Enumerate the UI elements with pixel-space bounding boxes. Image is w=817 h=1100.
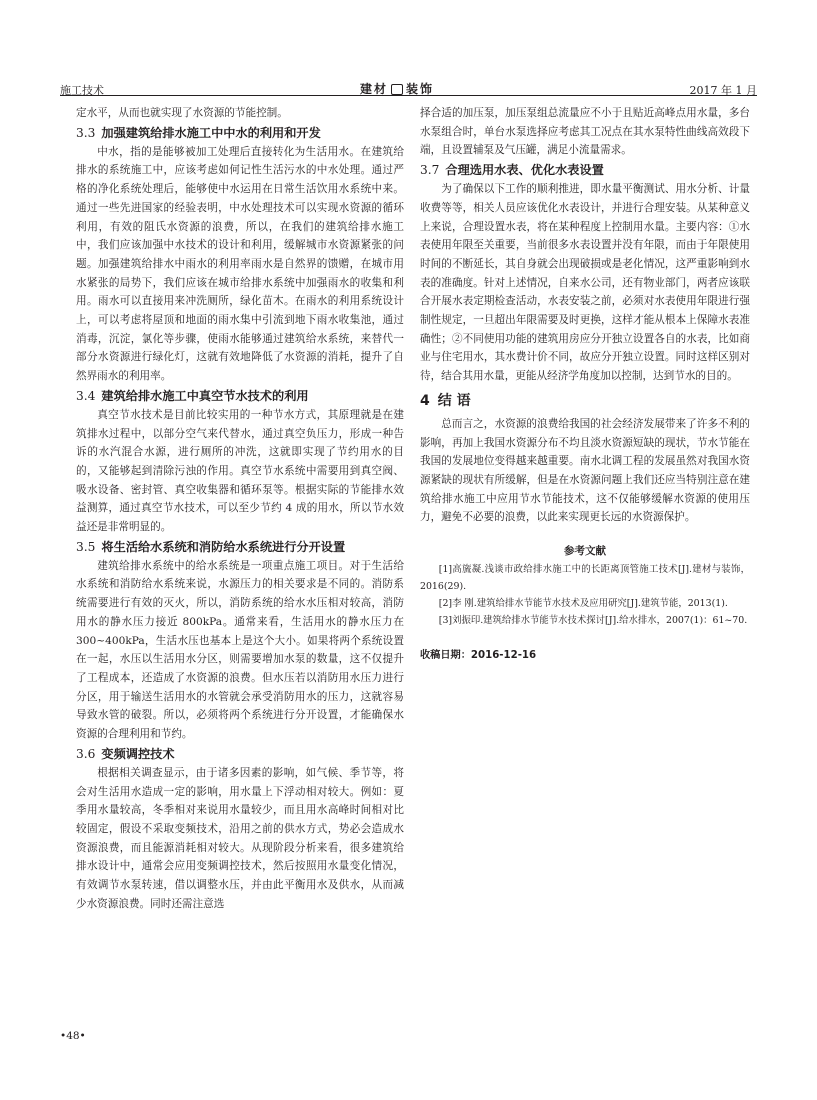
section-3-4-paragraph: 真空节水技术是目前比较实用的一种节水方式，其原理就是在建筑排水过程中，以部分空气来代替水，通过真空负压力，形成一种告诉的水汽混合水源，进行厕所的冲洗，这就即实现了节约用水的目的，又能够起到清除污浊的作用。真空节水系统中需要用到真空阀、吸水设备、密封管、真空收集器和循环泵等。根据实际的节能排水效益测算，通过真空节水技术，可以至少节约 4 成的用水，所以节水效益还是非常明显的。 [76,408,404,534]
continued-paragraph: 择合适的加压泵，加压泵组总流量应不小于且贴近高峰点用水量，多台水泵组合时，单台水泵选择应考虑其工况点在其水泵特性曲线高效段下端，且设置辅泵及气压罐，满足小流量需求。 [420,107,750,157]
section-3-5-heading: 3.5 将生活给水系统和消防给水系统进行分开设置 [76,539,346,554]
section-3-7-heading: 3.7 合理选用水表、优化水表设置 [420,163,604,178]
section-3-4-heading: 3.4 建筑给排水施工中真空节水技术的利用 [76,388,309,403]
section-3-3-paragraph: 中水，指的是能够被加工处理后直接转化为生活用水。在建筑给排水的系统施工中，应该考虑如何记性生活污水的中水处理。通过严格的净化系统处理后，能够使中水运用在日常生活饮用水系统中来。通过一些先进国家的经验表明，中水处理技术可以实现水资源的循环利用，有效的阻氏水资源的浪费，所以，在我们的建筑给排水施工中，我们应该加强中水技术的设计和利用，缓解城市水资源紧张的问题。加强建筑给排水中雨水的利用率雨水是自然界的馈赠，在城市用水紧张的局势下，我们应该在城市给排水系统中加强雨水的收集和利用。雨水可以直接用来冲洗厕所，绿化苗木。在雨水的利用系统设计上，可以考虑将屋顶和地面的雨水集中引流到地下雨水收集池，通过消毒，沉淀，氯化等步骤，使雨水能够通过建筑给水系统，来替代一部分水资源进行绿化灯，这就有效地降低了水资源的消耗，提升了自然界雨水的利用率。 [76,145,404,383]
left-column [76,104,404,913]
section-3-7-paragraph: 为了确保以下工作的顺利推进，即水量平衡测试、用水分析、计量收费等等，相关人员应该优化水表设计，并进行合理安装。从某种意义上来说，合理设置水表，将在某种程度上控制用水量。主要内容：①水表使用年限至关重要，当前很多水表设置并没有年限，而由于年限使用时间的不断延长，其自身就会出现破损或是老化情况，这严重影响到水表的准确度。针对上述情况，自来水公司，还有物业部门，两者应该联合开展水表定期检查活动，水表安装之前，必须对水表使用年限进行强制性规定，一旦超出年限需要及时更换，这样才能从根本上保障水表准确性；②不同使用功能的建筑用房应分开独立设置各自的水表，比如商业与住宅用水，其水费计价不同，故应分开独立设置。同时这样区别对待，结合其用水量，更能从经济学角度加以控制，达到节水的目的。 [420,183,750,383]
page-number: •48• [60,1030,86,1042]
section-3-3-heading: 3.3 加强建筑给排水施工中中水的利用和开发 [76,125,321,140]
section-3-6-heading: 3.6 变频调控技术 [76,746,175,761]
logo-text-b: 装饰 [406,82,435,96]
reference-item: [3]刘振印.建筑给排水节能节水技术探讨[J].给水排水，2007(1)：61~70. [438,615,748,627]
right-column [420,104,750,665]
header-section-label: 施工技术 [60,84,104,97]
section-3-6-paragraph: 根据相关调查显示，由于诸多因素的影响，如气候、季节等，将会对生活用水造成一定的影响，用水量上下浮动相对较大。例如：夏季用水量较高，冬季相对来说用水量较少，而且用水高峰时间相对比较固定，假设不采取变频技术，沿用之前的供水方式，势必会造成水资源浪费，而且能源消耗相对较大。从现阶段分析来看，很多建筑给排水设计中，通常会应用变频调控技术，然后按照用水量变化情况，有效调节水泵转速，借以调整水压，并由此平衡用水及供水，从而减少水资源浪费。同时还需注意选 [76,766,404,910]
section-4-heading: 4 结 语 [420,392,471,409]
reference-item: [1]高旒凝.浅谈市政给排水施工中的长距离顶管施工技术[J].建材与装饰，2016(29). [420,564,750,593]
logo-text-a: 建材 [360,82,389,96]
reference-item: [2]李 刚.建筑给排水节能节水技术及应用研究[J].建筑节能，2013(1). [438,598,728,610]
received-date: 收稿日期：2016-12-16 [420,650,537,662]
intro-paragraph: 定水平，从而也就实现了水资源的节能控制。 [76,107,288,119]
section-4-paragraph: 总而言之，水资源的浪费给我国的社会经济发展带来了许多不利的影响，再加上我国水资源分布不均且淡水资源短缺的现状，节水节能在我国的发展地位变得越来越重要。南水北调工程的发展虽然对我国水资源紧缺的现状有所缓解，但是在水资源问题上我们还应当特别注意在建筑给排水施工中应用节水节能技术，这不仅能够缓解水资源的使用压力，避免不必要的浪费，以此来实现更长远的水资源保护。 [420,417,750,524]
header-date: 2017 年 1 月 [689,84,757,97]
page-header [60,60,757,97]
section-3-5-paragraph: 建筑给排水系统中的给水系统是一项重点施工项目。对于生活给水系统和消防给水系统来说，水源压力的相关要求是不同的。消防系统需要进行有效的灭火，所以，消防系统的给水水压相对较高，消防用水的静水压力接近 800kPa。通常来看，生活用水的静水压力在 300~400kPa，生活水压也基本上是这个大小。如果将两个系统设置在一起，水压以生活用水分区，则需要增加水泵的数量，这不仅提升了工程成本，还造成了水资源的浪费。但水压若以消防用水压力进行分区，用于输送生活用水的水管就会承受消防用水的压力，这就容易导致水管的破裂。所以，必须将两个系统进行分开设置，才能确保水资源的合理利用和节约。 [76,559,404,741]
references-title: 参考文献 [564,545,606,558]
logo-mark-icon [391,84,403,95]
header-rule [60,95,757,96]
